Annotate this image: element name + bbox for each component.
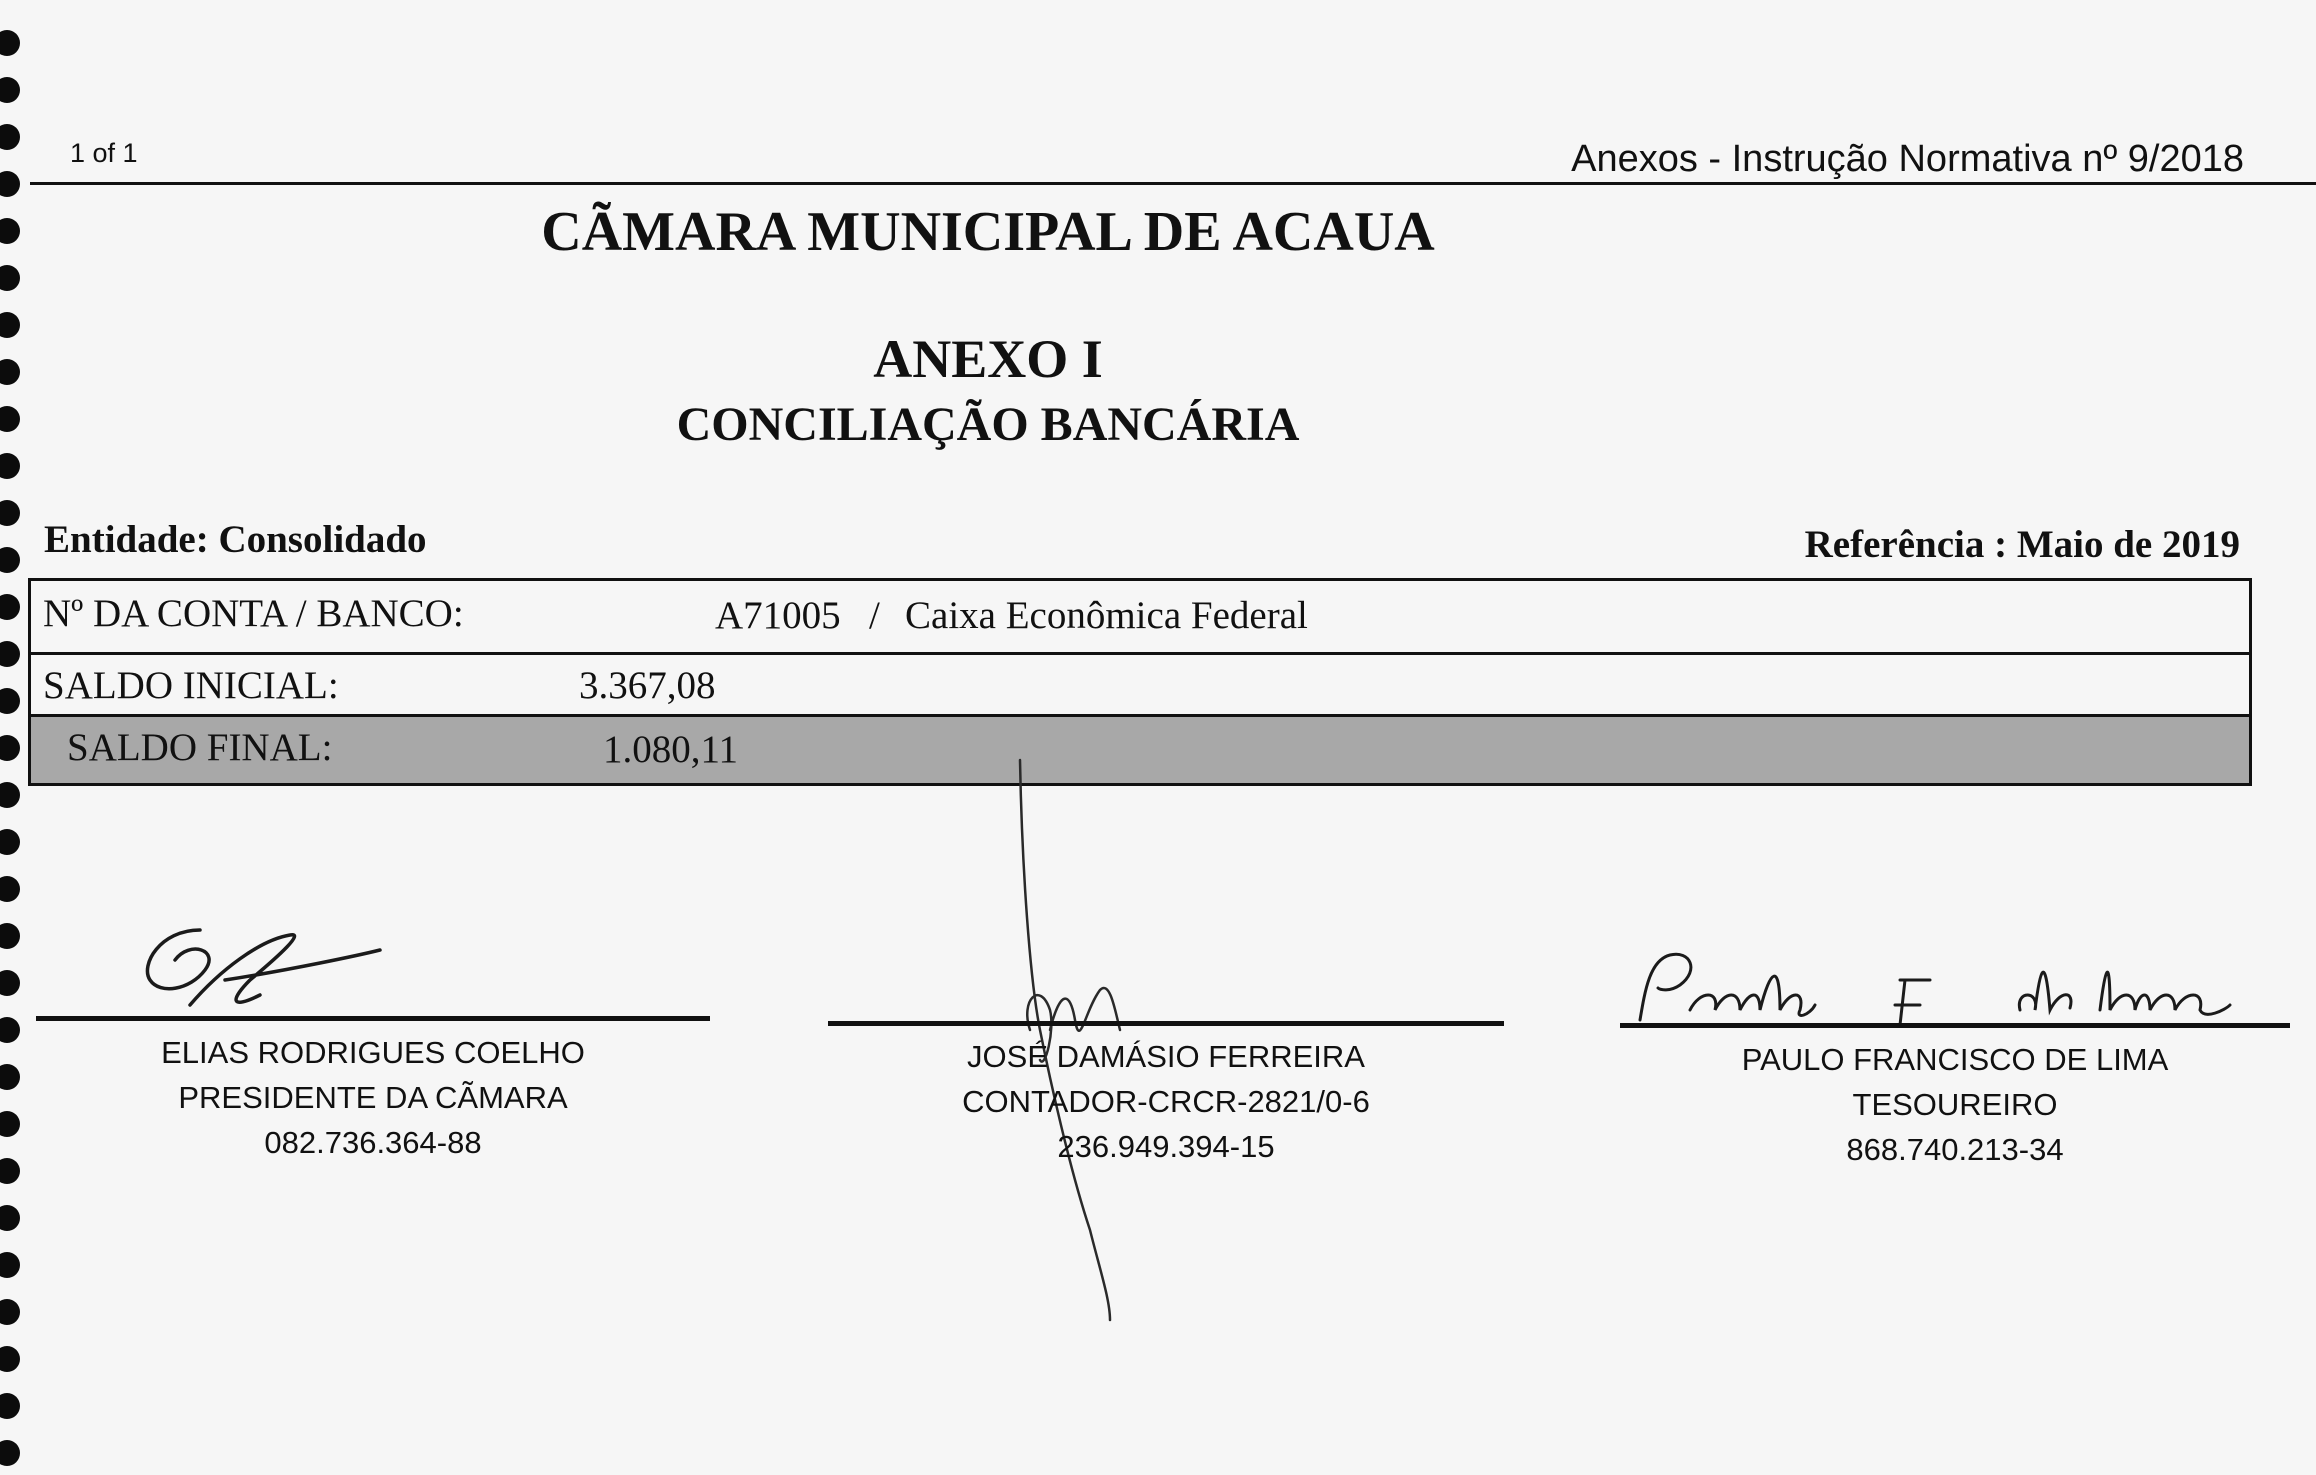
final-balance-label: SALDO FINAL: xyxy=(67,726,333,769)
account-number: A71005 xyxy=(715,594,841,637)
signatory-2-id: 236.949.394-15 xyxy=(1057,1129,1275,1164)
binding-hole xyxy=(0,970,20,996)
binding-hole xyxy=(0,265,20,291)
final-balance-value: 1.080,11 xyxy=(603,728,739,771)
binding-hole xyxy=(0,500,20,526)
binding-hole xyxy=(0,594,20,620)
signature-line-3 xyxy=(1620,1023,2290,1028)
reference-label: Referência : Maio de 2019 xyxy=(1804,523,2240,566)
signatory-3-name: PAULO FRANCISCO DE LIMA xyxy=(1741,1042,2169,1077)
binding-hole xyxy=(0,77,20,103)
signatory-1-name: ELIAS RODRIGUES COELHO xyxy=(161,1035,585,1070)
binding-hole xyxy=(0,923,20,949)
binding-hole xyxy=(0,1393,20,1419)
signatory-2-name: JOSÉ DAMÁSIO FERREIRA xyxy=(967,1039,1365,1074)
signature-scribble-1 xyxy=(130,910,430,1020)
entity-label: Entidade: Consolidado xyxy=(44,518,427,561)
binding-hole xyxy=(0,876,20,902)
signatory-1-id: 082.736.364-88 xyxy=(264,1125,482,1160)
binding-hole xyxy=(0,1111,20,1137)
binding-hole xyxy=(0,641,20,667)
binding-hole xyxy=(0,782,20,808)
page-count: 1 of 1 xyxy=(70,138,138,168)
signatory-2-role: CONTADOR-CRCR-2821/0-6 xyxy=(962,1084,1370,1119)
binding-hole xyxy=(0,171,20,197)
binding-hole xyxy=(0,1205,20,1231)
binding-hole xyxy=(0,1158,20,1184)
bank-name: Caixa Econômica Federal xyxy=(905,594,1308,637)
institution-title: CÃMARA MUNICIPAL DE ACAUA xyxy=(541,201,1435,263)
account-row xyxy=(31,581,2249,655)
header-note: Anexos - Instrução Normativa nº 9/2018 xyxy=(1571,138,2244,180)
annex-title: ANEXO I xyxy=(873,329,1103,389)
signatory-2 xyxy=(828,1034,1504,1169)
account-separator: / xyxy=(869,594,880,637)
signature-line-1 xyxy=(36,1016,710,1021)
signatory-3-role: TESOUREIRO xyxy=(1852,1087,2058,1122)
initial-balance-value: 3.367,08 xyxy=(579,664,716,707)
binding-hole xyxy=(0,829,20,855)
binding-hole xyxy=(0,1299,20,1325)
signatory-1 xyxy=(36,1030,710,1165)
initial-balance-label: SALDO INICIAL: xyxy=(43,664,339,707)
binding-hole xyxy=(0,124,20,150)
binding-hole xyxy=(0,1252,20,1278)
binding-hole xyxy=(0,1064,20,1090)
binding-hole xyxy=(0,1346,20,1372)
binding-hole xyxy=(0,30,20,56)
binding-hole xyxy=(0,1440,20,1466)
binding-hole xyxy=(0,688,20,714)
header-divider xyxy=(30,182,2316,185)
binding-hole xyxy=(0,453,20,479)
signatory-3-id: 868.740.213-34 xyxy=(1846,1132,2064,1167)
binding-hole xyxy=(0,547,20,573)
signatory-3 xyxy=(1620,1037,2290,1172)
binding-hole xyxy=(0,1017,20,1043)
initial-balance-row xyxy=(31,655,2249,717)
document-title: CONCILIAÇÃO BANCÁRIA xyxy=(676,398,1300,451)
binding-hole xyxy=(0,735,20,761)
signature-line-2 xyxy=(828,1021,1504,1026)
signatory-1-role: PRESIDENTE DA CÃMARA xyxy=(178,1080,568,1115)
account-label: Nº DA CONTA / BANCO: xyxy=(43,592,464,635)
